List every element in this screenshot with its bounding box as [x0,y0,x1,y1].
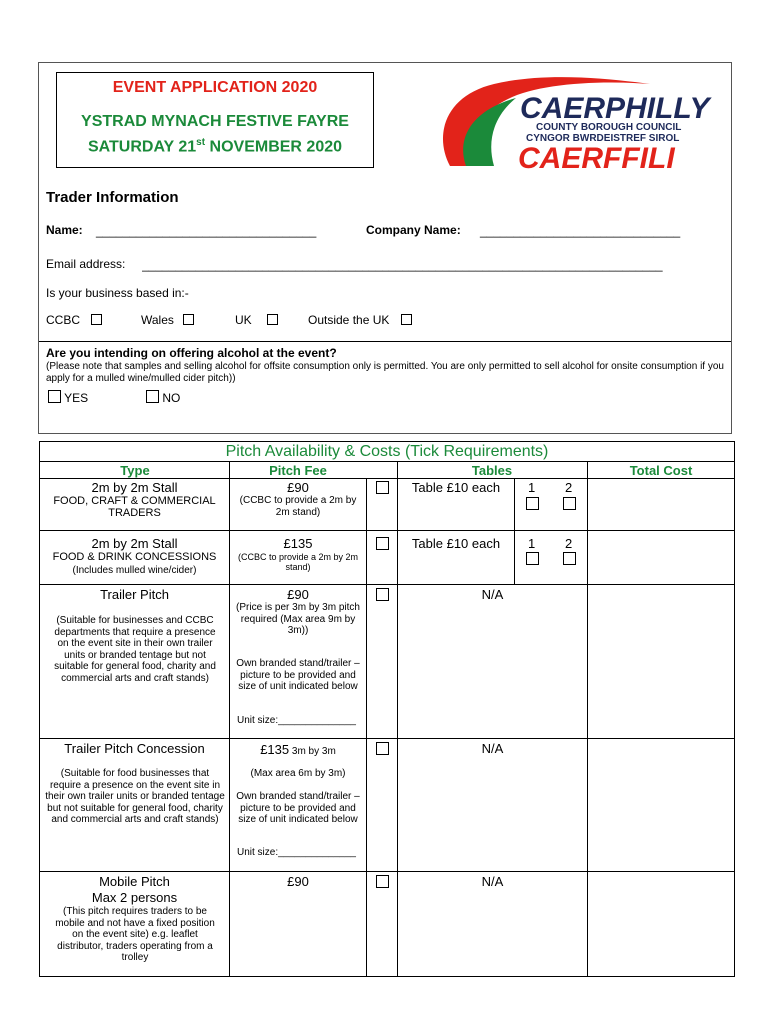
row3-fee-note2: Own branded stand/trailer – picture to be provided and size of unit indicated below [236,658,360,692]
logo-text-caerphilly: CAERPHILLY [520,92,710,125]
row3-desc: (Suitable for businesses and CCBC departments that require a presence on the event site in their own trailer units or branded tentage but not suitable for general food, charity and commercial arts and craft stands) [54,615,216,684]
trader-heading: Trader Information [46,189,179,206]
option-wales[interactable]: Wales [141,313,194,327]
row5-type2: Max 2 persons [91,890,178,905]
row5-tables: N/A [481,874,504,889]
row4-fee: £135 3m by 3m [260,742,336,757]
name-field[interactable]: _________________________________ [96,224,317,238]
row1-table2-checkbox[interactable] [563,497,576,510]
col-fee: Pitch Fee [269,463,327,478]
col-total: Total Cost [629,463,693,478]
row1-table1-checkbox[interactable] [526,497,539,510]
option-outside-uk[interactable]: Outside the UK [308,313,412,327]
alcohol-question: Are you intending on offering alcohol at the event? [46,346,337,360]
row2-tables: Table £10 each [411,536,501,551]
logo-text-caerffili: CAERFFILI [518,142,675,174]
title-box [56,72,374,168]
row5-desc: (This pitch requires traders to be mobile and not have a fixed position on the event site) e.g. leaflet distributor, traders operating from a trolley [55,906,215,963]
pitch-heading: Pitch Availability & Costs (Tick Requirements) [225,443,549,460]
row5-type: Mobile Pitch [99,874,170,889]
row4-tables: N/A [481,741,504,756]
logo-text-county: COUNTY BOROUGH COUNCIL [536,122,682,133]
email-field[interactable]: ______________________________________________________________________________ [142,258,663,272]
page-title: EVENT APPLICATION 2020 [112,79,318,96]
company-field[interactable]: ______________________________ [480,224,681,238]
event-date: SATURDAY 21st NOVEMBER 2020 [87,137,343,156]
event-name: YSTRAD MYNACH FESTIVE FAYRE [81,113,349,130]
row2-opt2-label: 2 [565,536,573,551]
row4-checkbox[interactable] [376,742,389,755]
row3-checkbox[interactable] [376,588,389,601]
no-checkbox[interactable] [146,390,159,403]
row1-desc: FOOD, CRAFT & COMMERCIAL TRADERS [53,495,216,519]
logo-text-cyngor: CYNGOR BWRDEISTREF SIROL [526,133,680,144]
alcohol-yes[interactable]: YES [48,390,88,405]
row4-fee-note2: Own branded stand/trailer – picture to be provided and size of unit indicated below [236,791,360,825]
row3-fee: £90 [287,587,309,602]
divider [39,341,731,342]
row2-desc2: (Includes mulled wine/cider) [72,565,197,576]
row4-fee-note: (Max area 6m by 3m) [250,768,346,779]
row2-checkbox[interactable] [376,537,389,550]
row3-tables: N/A [481,587,504,602]
alcohol-note: (Please note that samples and selling alcohol for offsite consumption only is permitted. You are only permitted to sell alcohol for onsite consumption if you apply for a mulled wine/mulled cider pitch)) [46,361,724,384]
outside-uk-checkbox[interactable] [401,314,412,325]
email-label: Email address: [46,257,126,271]
option-ccbc[interactable]: CCBC [46,313,102,327]
uk-checkbox[interactable] [267,314,278,325]
council-logo [436,74,720,174]
row2-opt1-label: 1 [528,536,536,551]
alcohol-no[interactable]: NO [146,390,180,405]
row2-fee-note: (CCBC to provide a 2m by 2m stand) [237,552,359,572]
row5-checkbox[interactable] [376,875,389,888]
row3-type: Trailer Pitch [100,587,169,602]
row2-type: 2m by 2m Stall [91,536,178,551]
row1-fee-note: (CCBC to provide a 2m by 2m stand) [239,495,357,518]
row2-table2-checkbox[interactable] [563,552,576,565]
col-tables: Tables [471,463,513,478]
company-label: Company Name: [366,223,461,237]
based-question: Is your business based in:- [46,286,189,300]
row3-unit-size[interactable]: Unit size:______________ [237,715,356,726]
row1-opt1-label: 1 [528,480,536,495]
row4-type: Trailer Pitch Concession [64,741,205,756]
row4-desc: (Suitable for food businesses that require a presence on the event site in their own trailer units or branded tentage but not suitable for general food, charity and commercial arts and craft stands) [45,768,225,825]
wales-checkbox[interactable] [183,314,194,325]
ccbc-checkbox[interactable] [91,314,102,325]
row1-checkbox[interactable] [376,481,389,494]
row4-unit-size[interactable]: Unit size:______________ [237,847,356,858]
option-uk[interactable]: UK [235,313,278,327]
col-type: Type [120,463,150,478]
row1-fee: £90 [287,480,309,495]
row1-type: 2m by 2m Stall [91,480,178,495]
row2-fee: £135 [283,536,313,551]
row1-opt2-label: 2 [565,480,573,495]
row5-fee: £90 [287,874,309,889]
yes-checkbox[interactable] [48,390,61,403]
row2-desc: FOOD & DRINK CONCESSIONS [52,551,217,563]
row1-tables: Table £10 each [411,480,501,495]
name-label: Name: [46,223,83,237]
row2-table1-checkbox[interactable] [526,552,539,565]
row3-fee-note: (Price is per 3m by 3m pitch required (Max area 9m by 3m)) [236,602,360,636]
